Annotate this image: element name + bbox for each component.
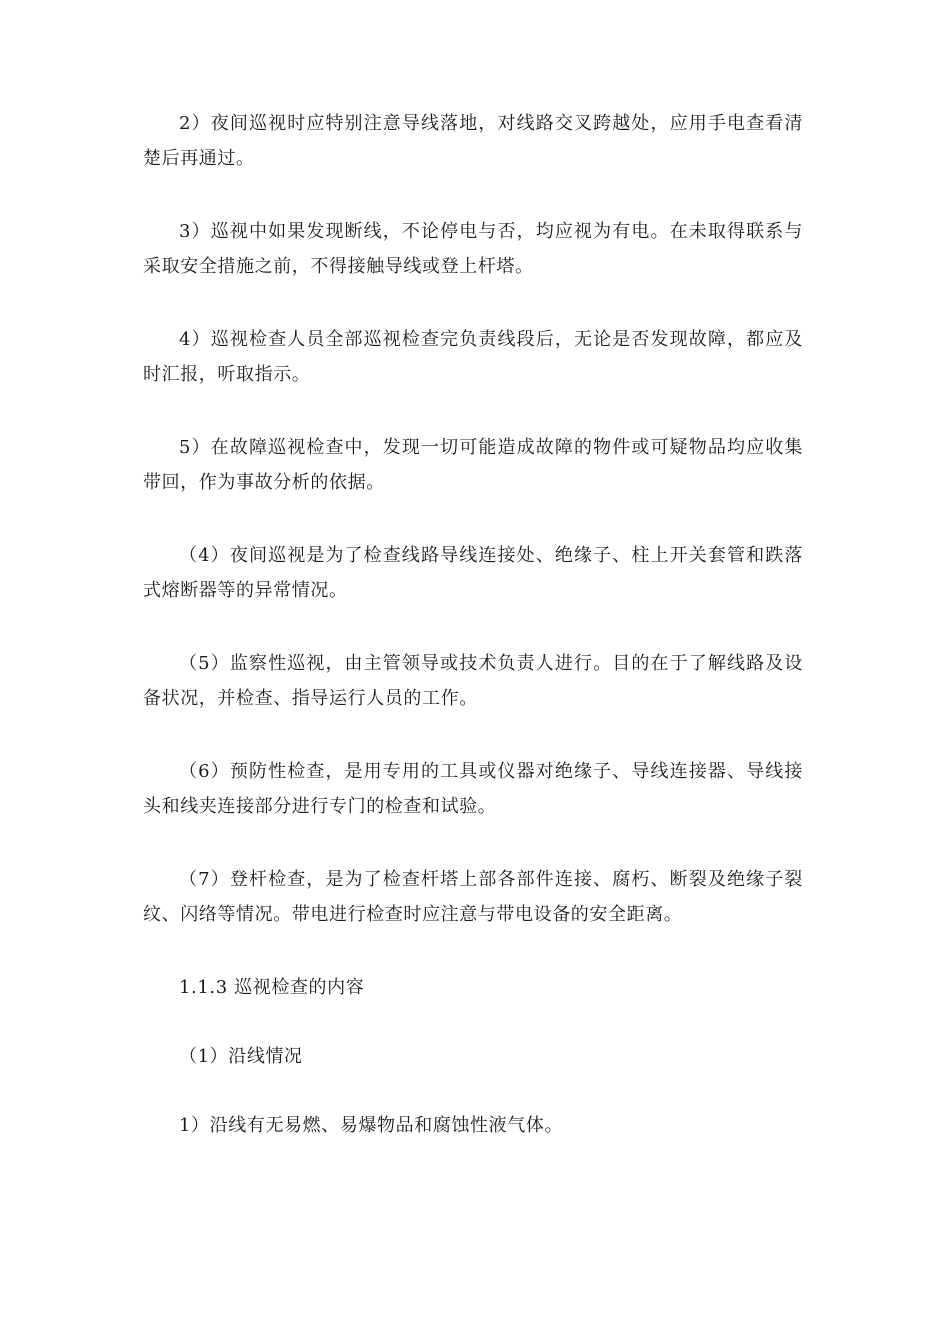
- paragraph-broken-wire: 3）巡视中如果发现断线，不论停电与否，均应视为有电。在未取得联系与采取安全措施之前，不得接触导线或登上杆塔。: [143, 221, 803, 277]
- paragraph-night-inspection: （4）夜间巡视是为了检查线路导线连接处、绝缘子、柱上开关套管和跌落式熔断器等的异常情况。: [143, 545, 803, 601]
- paragraph-night-patrol-attention: 2）夜间巡视时应特别注意导线落地，对线路交叉跨越处，应用手电查看清楚后再通过。: [143, 113, 803, 169]
- paragraph-supervisory-inspection: （5）监察性巡视，由主管领导或技术负责人进行。目的在于了解线路及设备状况，并检查、指导运行人员的工作。: [143, 653, 803, 709]
- paragraph-pole-climbing-inspection: （7）登杆检查，是为了检查杆塔上部各部件连接、腐朽、断裂及绝缘子裂纹、闪络等情况。带电进行检查时应注意与带电设备的安全距离。: [143, 869, 803, 925]
- section-heading: 1.1.3 巡视检查的内容: [179, 977, 365, 998]
- paragraph-fault-evidence: 5）在故障巡视检查中，发现一切可能造成故障的物件或可疑物品均应收集带回，作为事故分析的依据。: [143, 437, 803, 493]
- list-item: 1）沿线有无易燃、易爆物品和腐蚀性液气体。: [179, 1115, 564, 1136]
- subsection-heading: （1）沿线情况: [179, 1046, 303, 1067]
- paragraph-preventive-inspection: （6）预防性检查，是用专用的工具或仪器对绝缘子、导线连接器、导线接头和线夹连接部分进行专门的检查和试验。: [143, 761, 803, 817]
- paragraph-report: 4）巡视检查人员全部巡视检查完负责线段后，无论是否发现故障，都应及时汇报，听取指示。: [143, 329, 803, 385]
- document-body: [143, 106, 803, 1181]
